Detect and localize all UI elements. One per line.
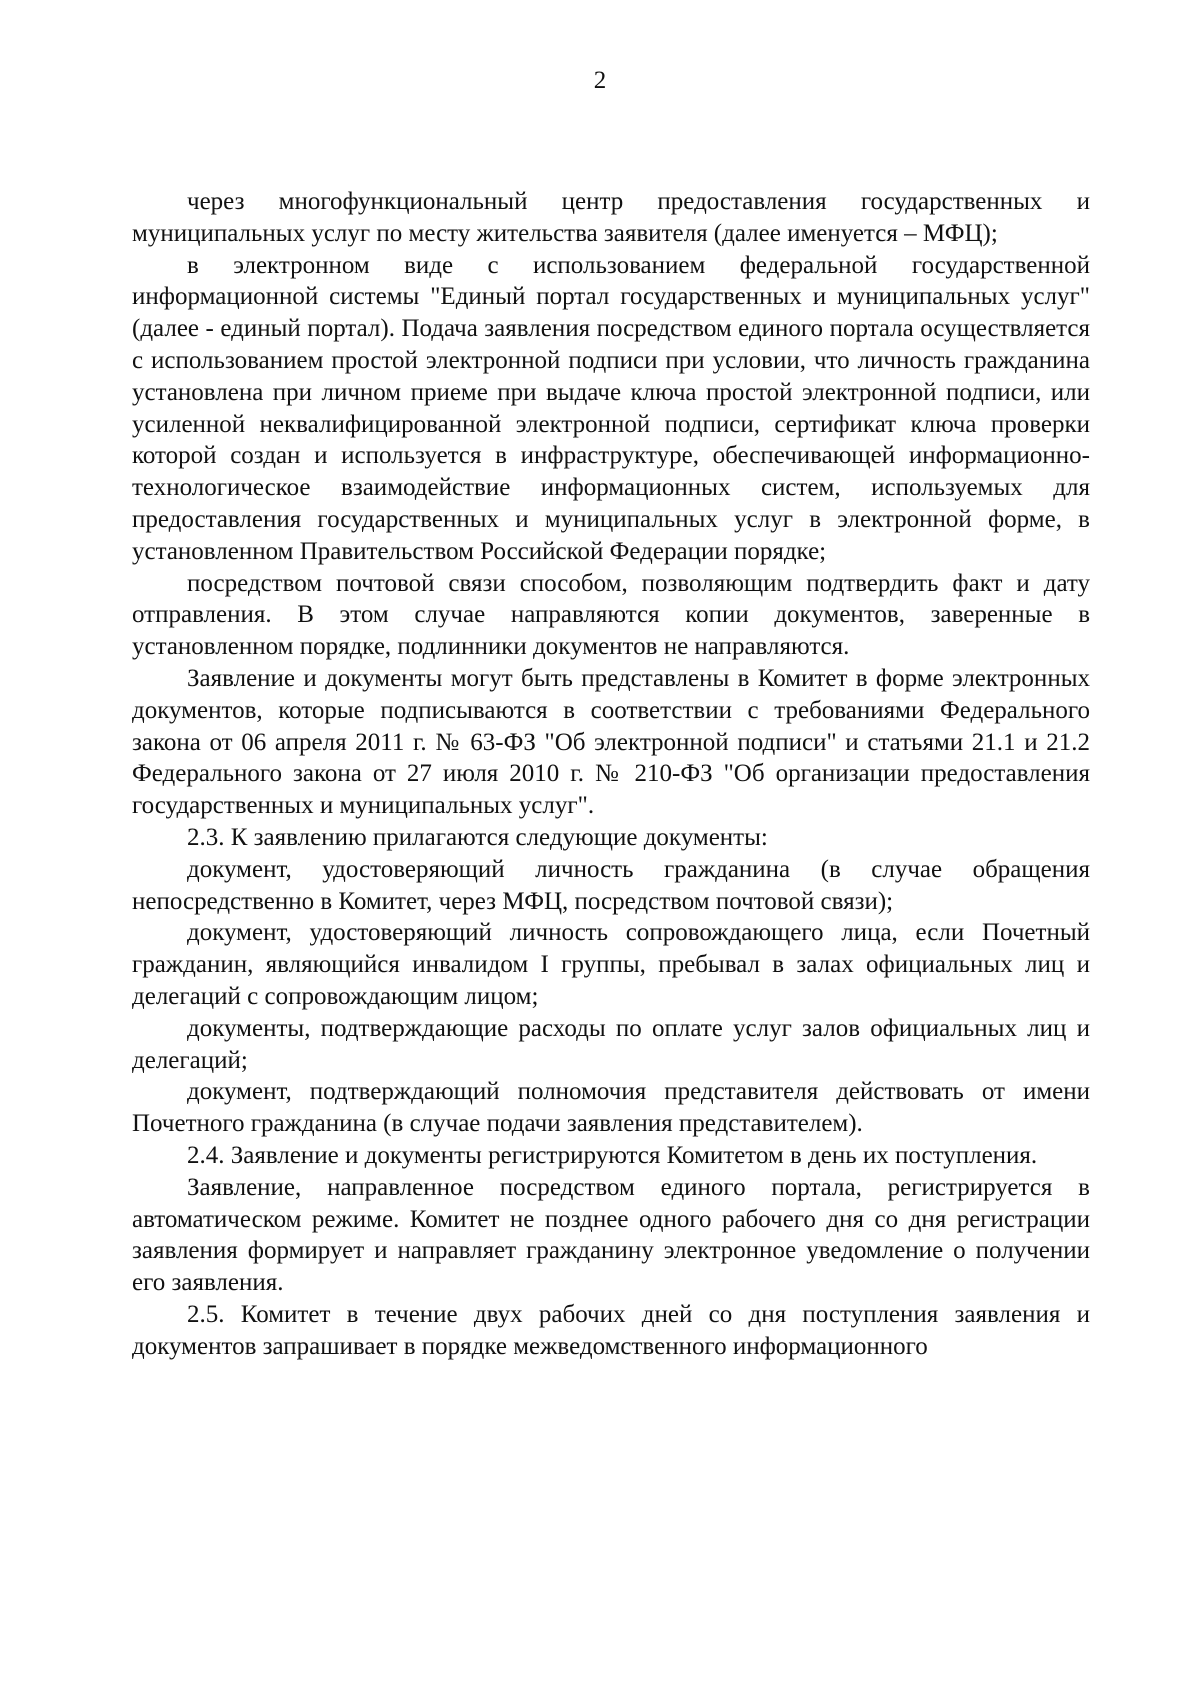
paragraph-section-2-3: 2.3. К заявлению прилагаются следующие документы: [187,823,768,851]
paragraph-representative-authority: документ, подтверждающий полномочия представителя действовать от имени Почетного гражданина (в случае подачи заявления представителем). [132,1078,1090,1138]
page-number: 2 [593,67,607,94]
paragraph-postal: посредством почтовой связи способом, позволяющим подтвердить факт и дату отправления. В этом случае направляются копии документов, заверенные в установленном порядке, подлинники документов не направляются. [132,569,1090,661]
paragraph-section-2-5: 2.5. Комитет в течение двух рабочих дней со дня поступления заявления и документов запрашивает в порядке межведомственного информационного [132,1300,1090,1360]
paragraph-escort-document: документ, удостоверяющий личность сопровождающего лица, если Почетный гражданин, являющийся инвалидом I группы, пребывал в залах официальных лиц и делегаций с сопровождающим лицом; [132,919,1090,1010]
paragraph-identity-document: документ, удостоверяющий личность гражданина (в случае обращения непосредственно в Комитет, через МФЦ, посредством почтовой связи); [132,855,1090,915]
paragraph-electronic-documents: Заявление и документы могут быть представлены в Комитет в форме электронных документов, которые подписываются в соответствии с требованиями Федерального закона от 06 апреля 2011 г. № 63-ФЗ "Об электронной подписи" и статьями 21.1 и 21.2 Федерального закона от 27 июля 2010 г. № 210-ФЗ "Об организации предоставления государственных и муниципальных услуг". [132,664,1090,820]
paragraph-mfc: через многофункциональный центр предоставления государственных и муниципальных услуг по месту жительства заявителя (далее именуется – МФЦ); [132,188,1090,247]
paragraph-portal-registration: Заявление, направленное посредством единого портала, регистрируется в автоматическом режиме. Комитет не позднее одного рабочего дня со дня регистрации заявления формирует и направляет гражданину электронное уведомление о получении его заявления. [132,1173,1090,1297]
paragraph-section-2-4: 2.4. Заявление и документы регистрируются Комитетом в день их поступления. [187,1141,1038,1169]
paragraph-electronic-portal: в электронном виде с использованием федеральной государственной информационной системы "Единый портал государственных и муниципальных услуг" (далее - единый портал). Подача заявления посредством единого портала осуществляется с использованием простой электронной подписи при условии, что личность гражданина установлена при личном приеме при выдаче ключа простой электронной подписи, или усиленной неквалифицированной электронной подписи, сертификат ключа проверки которой создан и используется в инфраструктуре, обеспечивающей информационно-технологическое взаимодействие информационных систем, используемых для предоставления государственных и муниципальных услуг в электронной форме, в установленном Правительством Российской Федерации порядке; [132,251,1090,565]
paragraph-expense-documents: документы, подтверждающие расходы по оплате услуг залов официальных лиц и делегаций; [132,1014,1090,1074]
document-body [132,186,1090,1362]
